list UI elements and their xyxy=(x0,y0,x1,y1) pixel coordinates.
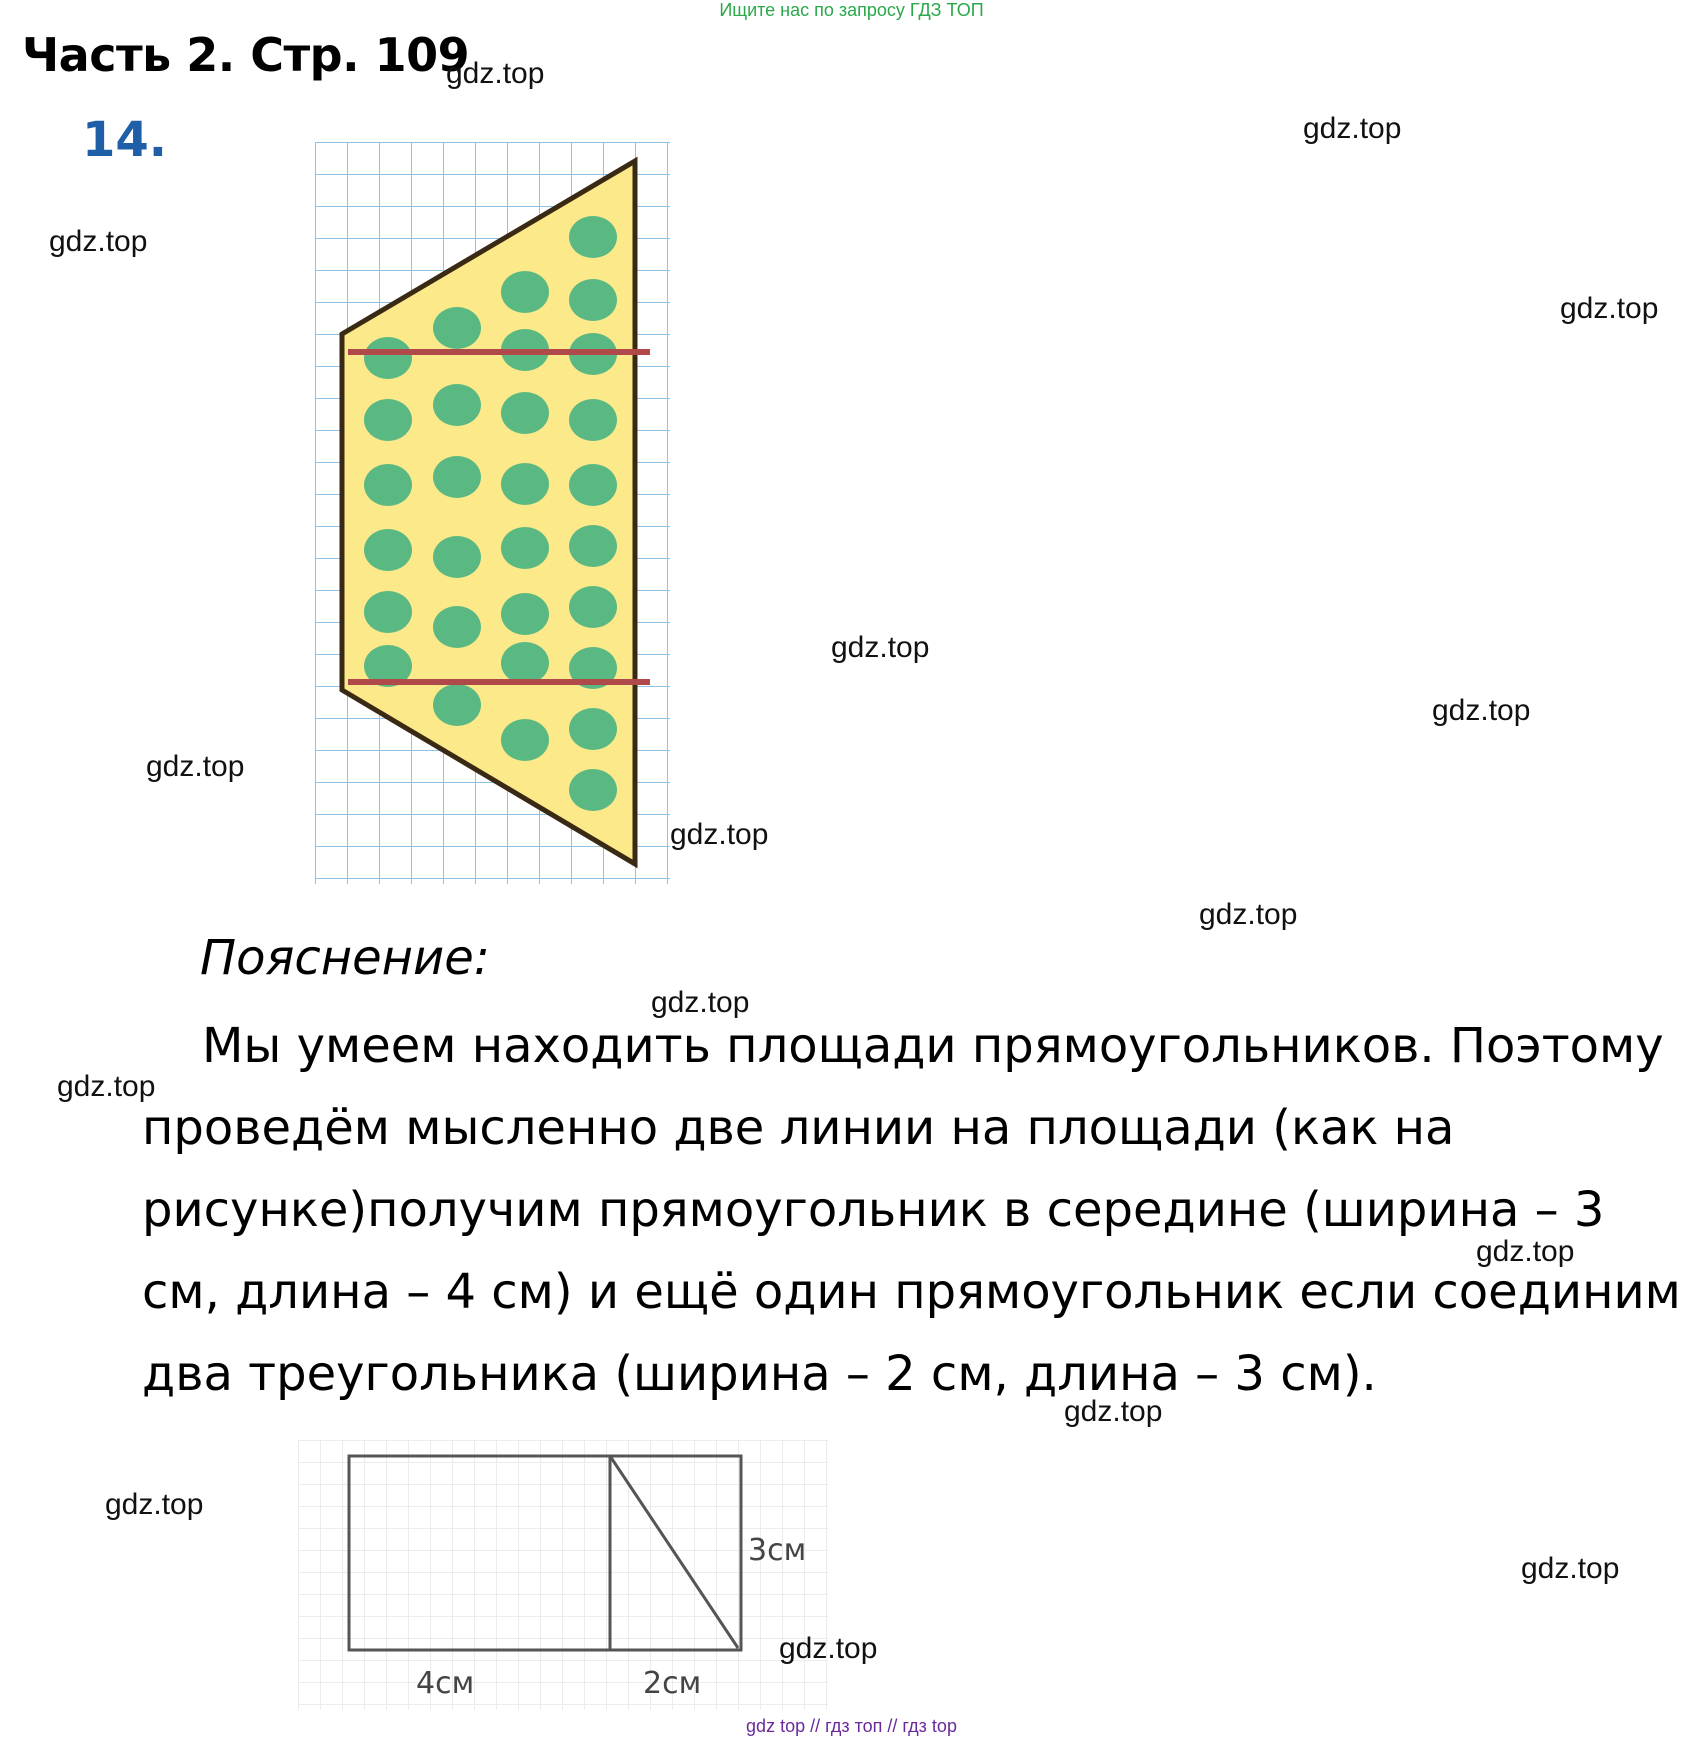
label-height: 3см xyxy=(748,1533,807,1568)
watermark: gdz.top xyxy=(1432,694,1531,727)
explanation-body: Мы умеем находить площади прямоугольников. Поэтому проведём мысленно две линии на площади (как на рисунке)получим прямоугольник в середине (ширина – 3 см, длина – 4 см) и ещё один прямоугольник если соединим два треугольника (ширина – 2 см, длина – 3 см). xyxy=(142,1018,1681,1402)
explanation-heading: Пояснение: xyxy=(200,930,490,986)
trapezoid-figure xyxy=(315,142,670,884)
watermark: gdz.top xyxy=(651,986,750,1019)
rectangle-diagram xyxy=(298,1440,828,1710)
watermark: gdz.top xyxy=(1521,1552,1620,1585)
watermark: gdz.top xyxy=(1064,1395,1163,1428)
task-number: 14. xyxy=(82,112,168,168)
footer-links[interactable]: gdz top // гдз топ // гдз top xyxy=(746,1716,957,1736)
watermark: gdz.top xyxy=(779,1632,878,1665)
watermark: gdz.top xyxy=(57,1070,156,1103)
watermark: gdz.top xyxy=(49,225,148,258)
watermark: gdz.top xyxy=(831,631,930,664)
page-title: Часть 2. Стр. 109 xyxy=(22,28,470,82)
watermark: gdz.top xyxy=(1476,1235,1575,1268)
watermark: gdz.top xyxy=(1303,112,1402,145)
search-hint: Ищите нас по запросу ГДЗ ТОП xyxy=(719,0,984,20)
explanation-text xyxy=(142,1005,1682,1415)
watermark: gdz.top xyxy=(446,57,545,90)
watermark: gdz.top xyxy=(670,818,769,851)
watermark: gdz.top xyxy=(1199,898,1298,931)
label-width-right: 2см xyxy=(643,1666,702,1701)
label-width-left: 4см xyxy=(416,1666,475,1701)
watermark: gdz.top xyxy=(146,750,245,783)
watermark: gdz.top xyxy=(1560,292,1659,325)
watermark: gdz.top xyxy=(105,1488,204,1521)
